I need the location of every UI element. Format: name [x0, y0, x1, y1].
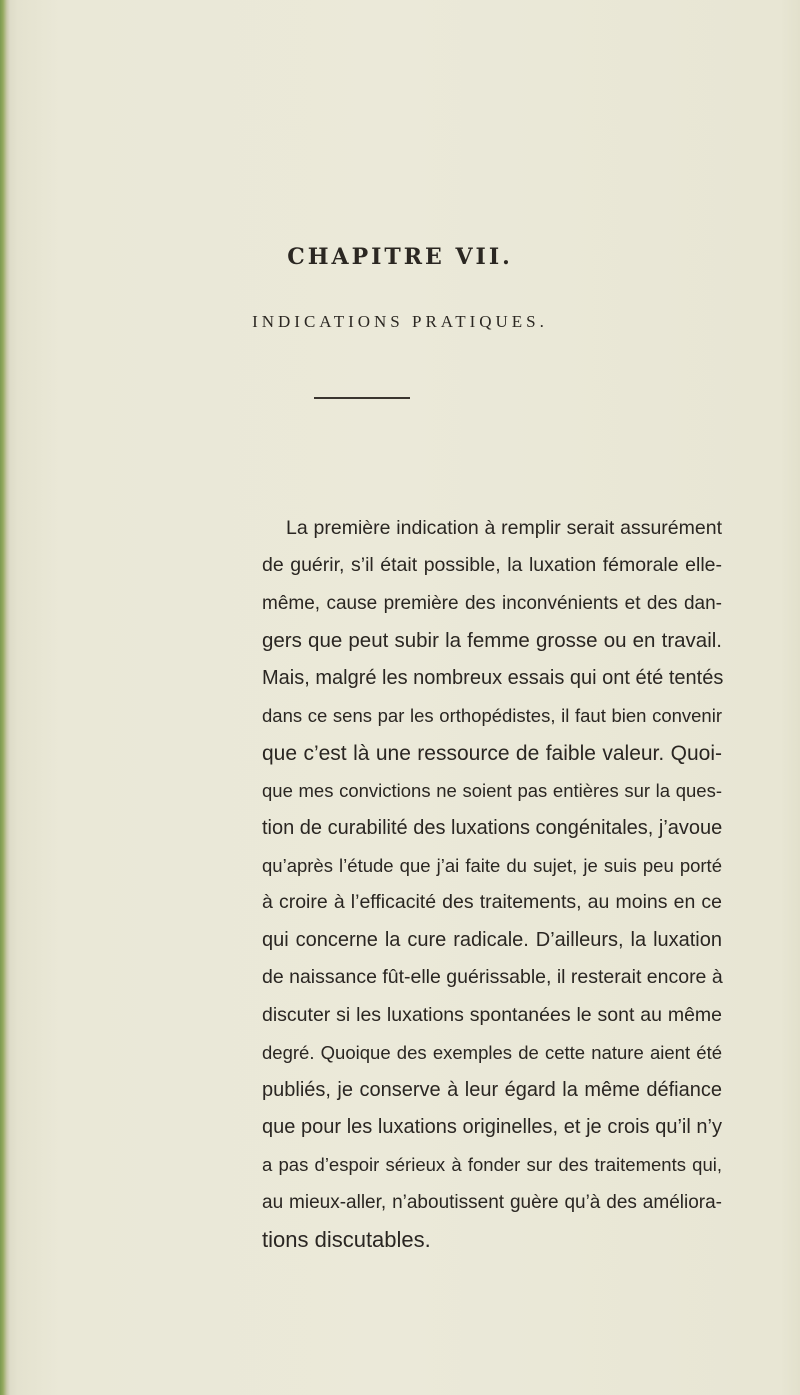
paragraph	[262, 510, 722, 1259]
text-line: que pour les luxations originelles, et je crois qu’il n’y	[262, 1116, 722, 1138]
page-binding-edge	[0, 0, 10, 1395]
text-line: de guérir, s’il était possible, la luxation fémorale elle-	[262, 554, 722, 577]
text-line: gers que peut subir la femme grosse ou en travail.	[262, 629, 722, 653]
title-divider	[314, 397, 410, 399]
text-line: tion de curabilité des luxations congénitales, j’avoue	[262, 816, 723, 839]
section-title: INDICATIONS PRATIQUES.	[252, 312, 548, 331]
text-line: au mieux-aller, n’aboutissent guère qu’à des améliora-	[262, 1191, 722, 1213]
text-line: dans ce sens par les orthopédistes, il faut bien convenir	[262, 705, 722, 727]
text-line: de naissance fût-elle guérissable, il resterait encore à	[262, 966, 723, 989]
text-line: a pas d’espoir sérieux à fonder sur des traitements qui,	[262, 1154, 722, 1176]
text-line: même, cause première des inconvénients et des dan-	[262, 592, 722, 614]
text-line: discuter si les luxations spontanées le sont au même	[262, 1003, 722, 1026]
text-line: qui concerne la cure radicale. D’ailleurs, la luxation	[262, 928, 722, 951]
text-line: que c’est là une ressource de faible valeur. Quoi-	[262, 741, 722, 765]
text-line: La première indication à remplir serait assurément	[286, 517, 722, 539]
text-line: qu’après l’étude que j’ai faite du sujet, je suis peu porté	[262, 854, 722, 876]
text-line: à croire à l’efficacité des traitements, au moins en ce	[262, 891, 722, 914]
text-line: que mes convictions ne soient pas entières sur la ques-	[262, 780, 722, 802]
text-line: degré. Quoique des exemples de cette nature aient été	[262, 1042, 722, 1064]
text-line: publiés, je conserve à leur égard la même défiance	[262, 1078, 722, 1101]
text-line: tions discutables.	[262, 1227, 431, 1253]
text-line: Mais, malgré les nombreux essais qui ont été tentés	[262, 666, 724, 689]
chapter-heading: CHAPITRE VII.	[287, 244, 513, 270]
